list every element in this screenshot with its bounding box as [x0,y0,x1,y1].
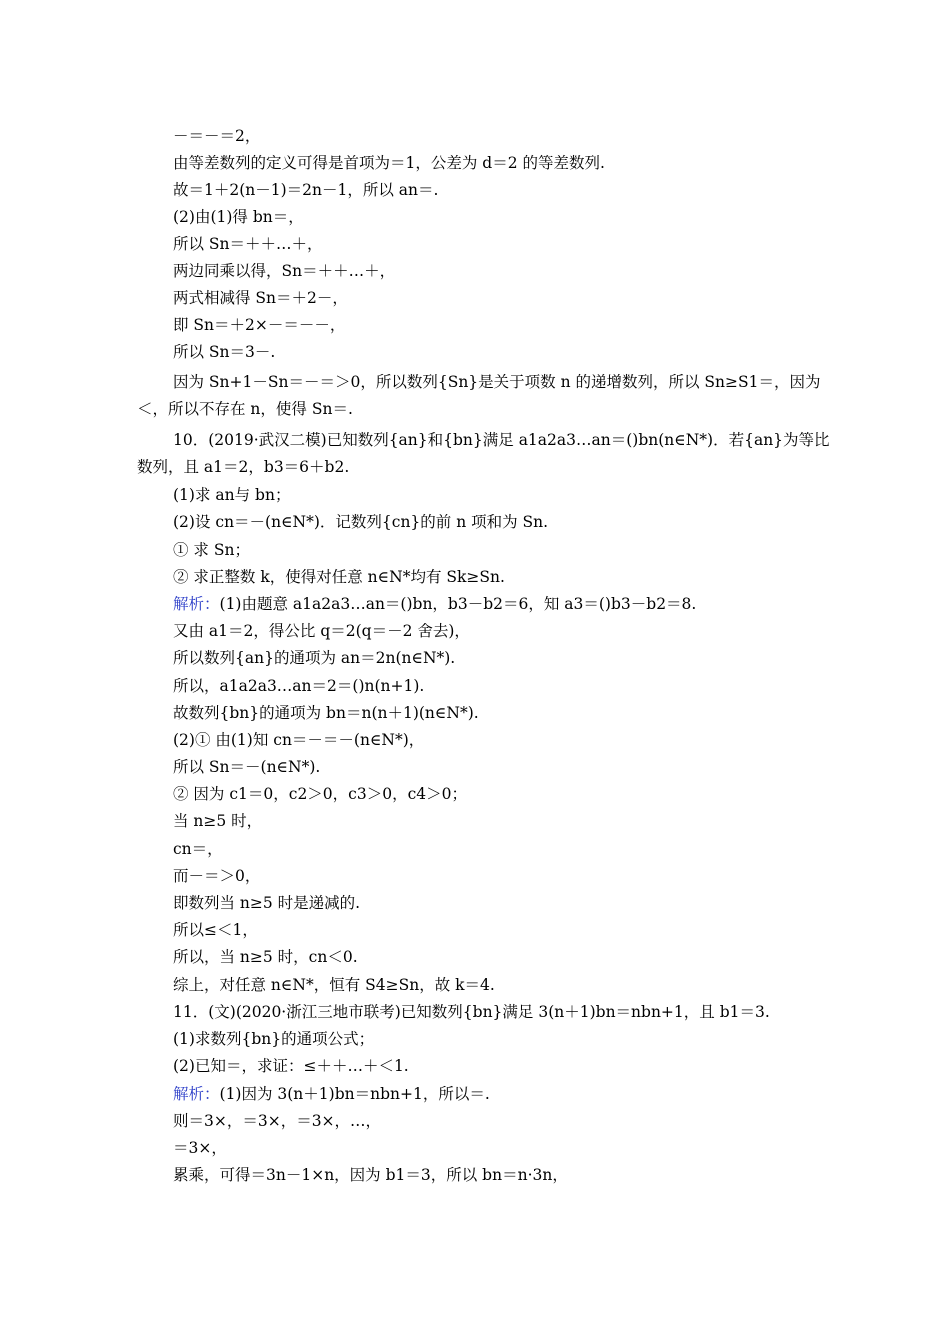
text-line: 又由 a1＝2，得公比 q＝2(q＝－2 舍去)， [173,622,470,640]
text-line: 故数列{bn}的通项为 bn＝n(n＋1)(n∈N*). [173,704,479,722]
text-line: 由等差数列的定义可得是首项为＝1，公差为 d＝2 的等差数列. [173,154,605,172]
text-line: (1)求 an与 bn； [173,486,291,504]
text-line: ① 求 Sn； [173,541,250,559]
text-line: (2)已知＝，求证：≤＋＋…＋＜1. [173,1057,409,1075]
text-line: 综上，对任意 n∈N*，恒有 S4≥Sn，故 k＝4. [173,976,495,994]
text-line: 所以，当 n≥5 时，cn＜0. [173,948,358,966]
text-line: 所以数列{an}的通项为 an＝2n(n∈N*). [173,649,456,667]
text-line: 即 Sn＝＋2×－＝－－， [173,316,346,334]
solution-line: 解析：(1)由题意 a1a2a3…an＝()bn，b3－b2＝6，知 a3＝()b3－b2＝8. [173,595,697,613]
solution-label: 解析： [173,1085,220,1103]
text-line: 所以≤＜1， [173,921,258,939]
text-line: ＝3×， [173,1139,227,1157]
problem-10-header: 10．(2019·武汉二模)已知数列{an}和{bn}满足 a1a2a3…an＝()bn(n∈N*)．若{an}为等比 [173,431,830,449]
text-line: (2)由(1)得 bn＝， [173,208,304,226]
text-line: (2)设 cn＝－(n∈N*)．记数列{cn}的前 n 项和为 Sn. [173,513,549,531]
text-line: 两式相减得 Sn＝＋2－， [173,289,348,307]
problem-11-header: 11．(文)(2020·浙江三地市联考)已知数列{bn}满足 3(n＋1)bn＝nbn+1，且 b1＝3. [173,1003,770,1021]
text-line: ＜，所以不存在 n，使得 Sn＝. [137,400,353,418]
text-line: ② 求正整数 k，使得对任意 n∈N*均有 Sk≥Sn. [173,568,505,586]
solution-label: 解析： [173,595,220,613]
text-line: 所以 Sn＝＋＋…＋， [173,235,323,253]
text-line: (2)① 由(1)知 cn＝－＝－(n∈N*)， [173,731,425,749]
text-line: 累乘，可得＝3n－1×n，因为 b1＝3，所以 bn＝n·3n， [173,1166,568,1184]
text-line: 所以 Sn＝3－. [173,343,276,361]
text-line: 所以，a1a2a3…an＝2＝()n(n+1). [173,677,425,695]
text-line: cn＝， [173,840,223,858]
text-line: 因为 Sn+1－Sn＝－＝＞0，所以数列{Sn}是关于项数 n 的递增数列，所以 Sn≥S1＝，因为 [173,373,821,391]
solution-line: 解析：(1)因为 3(n＋1)bn＝nbn+1，所以＝. [173,1085,490,1103]
text-line: 而－＝＞0， [173,867,261,885]
text-line: 数列，且 a1＝2，b3＝6＋b2. [137,458,350,476]
text-line: －＝－＝2， [173,127,261,145]
text-line: (1)求数列{bn}的通项公式； [173,1030,375,1048]
text-line: 所以 Sn＝－(n∈N*). [173,758,321,776]
text-line: 故＝1＋2(n－1)＝2n－1，所以 an＝. [173,181,439,199]
text-line: 则＝3×，＝3×，＝3×，…， [173,1112,382,1130]
text-line: 当 n≥5 时， [173,812,263,830]
text-line: 即数列当 n≥5 时是递减的. [173,894,361,912]
text-line: ② 因为 c1＝0，c2＞0，c3＞0，c4＞0； [173,785,467,803]
text-line: 两边同乘以得，Sn＝＋＋…＋， [173,262,396,280]
